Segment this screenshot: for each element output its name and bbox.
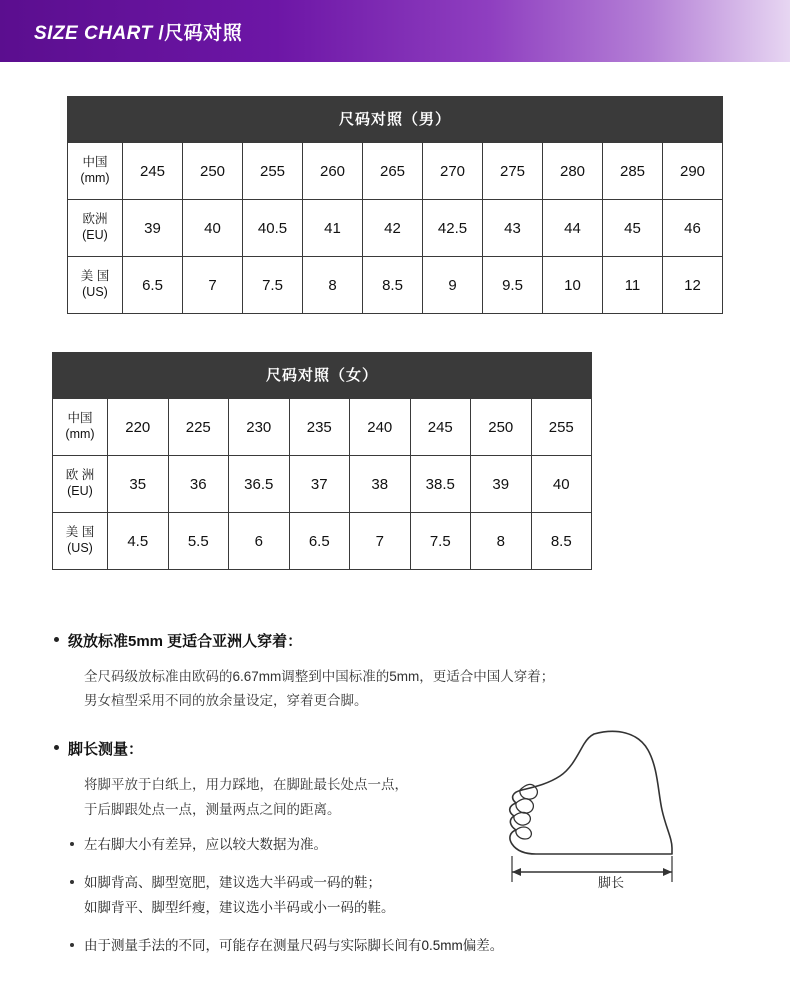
- bullet-item-3: 由于测量手法的不同，可能存在测量尺码与实际脚长间有0.5mm偏差。: [52, 934, 738, 958]
- table-cell: 39: [471, 456, 532, 513]
- table-cell: 5.5: [168, 513, 229, 570]
- table-cell: 8.5: [531, 513, 592, 570]
- table-cell: 7.5: [243, 257, 303, 314]
- foot-length-label: 脚长: [597, 875, 624, 890]
- table-cell: 35: [108, 456, 169, 513]
- table-cell: 230: [229, 399, 290, 456]
- table-row: [68, 200, 723, 257]
- table-cell: 9: [423, 257, 483, 314]
- measure-heading: 脚长测量：: [52, 738, 738, 759]
- page-title-cn: 尺码对照: [164, 22, 243, 44]
- row-label-line2: (US): [82, 285, 108, 299]
- row-label-line2: (EU): [82, 228, 108, 242]
- bullet-item-2-line1: 如脚背高、脚型宽肥，建议选大半码或一码的鞋；: [84, 875, 381, 891]
- table-cell: 225: [168, 399, 229, 456]
- table-cell: 8: [471, 513, 532, 570]
- table-cell: 4.5: [108, 513, 169, 570]
- row-label-line2: (EU): [67, 484, 93, 498]
- table-cell: 270: [423, 143, 483, 200]
- table-cell: 240: [350, 399, 411, 456]
- men-row-label-us: [68, 257, 123, 314]
- table-cell: 38.5: [410, 456, 471, 513]
- men-size-table-caption: 尺码对照（男）: [67, 96, 723, 142]
- table-cell: 44: [543, 200, 603, 257]
- table-row: [53, 456, 592, 513]
- grading-heading: 级放标准5mm 更适合亚洲人穿着：: [52, 630, 738, 651]
- row-label-line2: (US): [67, 541, 93, 555]
- table-cell: 6.5: [123, 257, 183, 314]
- table-cell: 39: [123, 200, 183, 257]
- page-header-banner: [0, 0, 790, 62]
- table-cell: 220: [108, 399, 169, 456]
- table-cell: 41: [303, 200, 363, 257]
- men-size-table-block: [0, 96, 790, 314]
- table-cell: 280: [543, 143, 603, 200]
- table-cell: 255: [531, 399, 592, 456]
- foot-outline-icon: [476, 726, 746, 886]
- measure-body-line1: 将脚平放于白纸上，用力踩地，在脚趾最长处点一点，: [84, 777, 408, 793]
- table-cell: 290: [663, 143, 723, 200]
- table-cell: 285: [603, 143, 663, 200]
- measure-body-line2: 于后脚跟处点一点，测量两点之间的距离。: [84, 802, 341, 818]
- table-cell: 6: [229, 513, 290, 570]
- table-cell: 42: [363, 200, 423, 257]
- page-title: [34, 18, 242, 45]
- women-row-label-cn: [53, 399, 108, 456]
- table-cell: 260: [303, 143, 363, 200]
- table-row: [53, 399, 592, 456]
- table-cell: 8: [303, 257, 363, 314]
- table-cell: 245: [410, 399, 471, 456]
- table-cell: 40: [531, 456, 592, 513]
- men-row-label-cn: [68, 143, 123, 200]
- table-cell: 36.5: [229, 456, 290, 513]
- table-cell: 7: [183, 257, 243, 314]
- men-row-label-eu: [68, 200, 123, 257]
- row-label-line1: 中国: [67, 411, 93, 426]
- row-label-line1: 中国: [82, 155, 108, 170]
- measure-body: [52, 773, 484, 823]
- table-cell: 250: [183, 143, 243, 200]
- table-cell: 42.5: [423, 200, 483, 257]
- grading-body: [52, 665, 738, 712]
- table-cell: 6.5: [289, 513, 350, 570]
- table-cell: 43: [483, 200, 543, 257]
- table-cell: 12: [663, 257, 723, 314]
- table-cell: 235: [289, 399, 350, 456]
- women-size-table-block: [0, 352, 790, 570]
- table-cell: 245: [123, 143, 183, 200]
- table-cell: 10: [543, 257, 603, 314]
- row-label-line1: 美 国: [65, 525, 95, 540]
- table-cell: 46: [663, 200, 723, 257]
- table-cell: 38: [350, 456, 411, 513]
- table-cell: 37: [289, 456, 350, 513]
- table-cell: 40: [183, 200, 243, 257]
- table-cell: 11: [603, 257, 663, 314]
- foot-outline-diagram: [476, 726, 746, 886]
- men-size-table: [67, 96, 723, 314]
- table-row: [68, 143, 723, 200]
- table-cell: 8.5: [363, 257, 423, 314]
- row-label-line2: (mm): [65, 427, 95, 441]
- table-cell: 36: [168, 456, 229, 513]
- notes-section: [0, 630, 790, 958]
- row-label-line1: 美 国: [80, 269, 110, 284]
- grading-body-line2: 男女楦型采用不同的放余量设定，穿着更合脚。: [84, 692, 368, 708]
- table-cell: 250: [471, 399, 532, 456]
- row-label-line2: (mm): [80, 171, 110, 185]
- table-row: [68, 257, 723, 314]
- women-size-table: [52, 352, 592, 570]
- women-row-label-eu: [53, 456, 108, 513]
- table-cell: 9.5: [483, 257, 543, 314]
- women-row-label-us: [53, 513, 108, 570]
- row-label-line1: 欧洲: [82, 212, 108, 227]
- table-cell: 45: [603, 200, 663, 257]
- table-cell: 275: [483, 143, 543, 200]
- bullet-item-1: 左右脚大小有差异，应以较大数据为准。: [52, 833, 738, 857]
- table-cell: 40.5: [243, 200, 303, 257]
- table-cell: 7: [350, 513, 411, 570]
- page-title-en: SIZE CHART: [34, 22, 153, 44]
- grading-body-line1: 全尺码级放标准由欧码的6.67mm调整到中国标准的5mm，更适合中国人穿着；: [84, 669, 555, 684]
- row-label-line1: 欧 洲: [65, 468, 95, 483]
- table-cell: 7.5: [410, 513, 471, 570]
- bullet-item-2-line2: 如脚背平、脚型纤瘦，建议选小半码或小一码的鞋。: [84, 899, 395, 915]
- table-row: [53, 513, 592, 570]
- page-title-separator: /: [152, 22, 165, 44]
- table-cell: 255: [243, 143, 303, 200]
- table-cell: 265: [363, 143, 423, 200]
- women-size-table-caption: 尺码对照（女）: [52, 352, 592, 398]
